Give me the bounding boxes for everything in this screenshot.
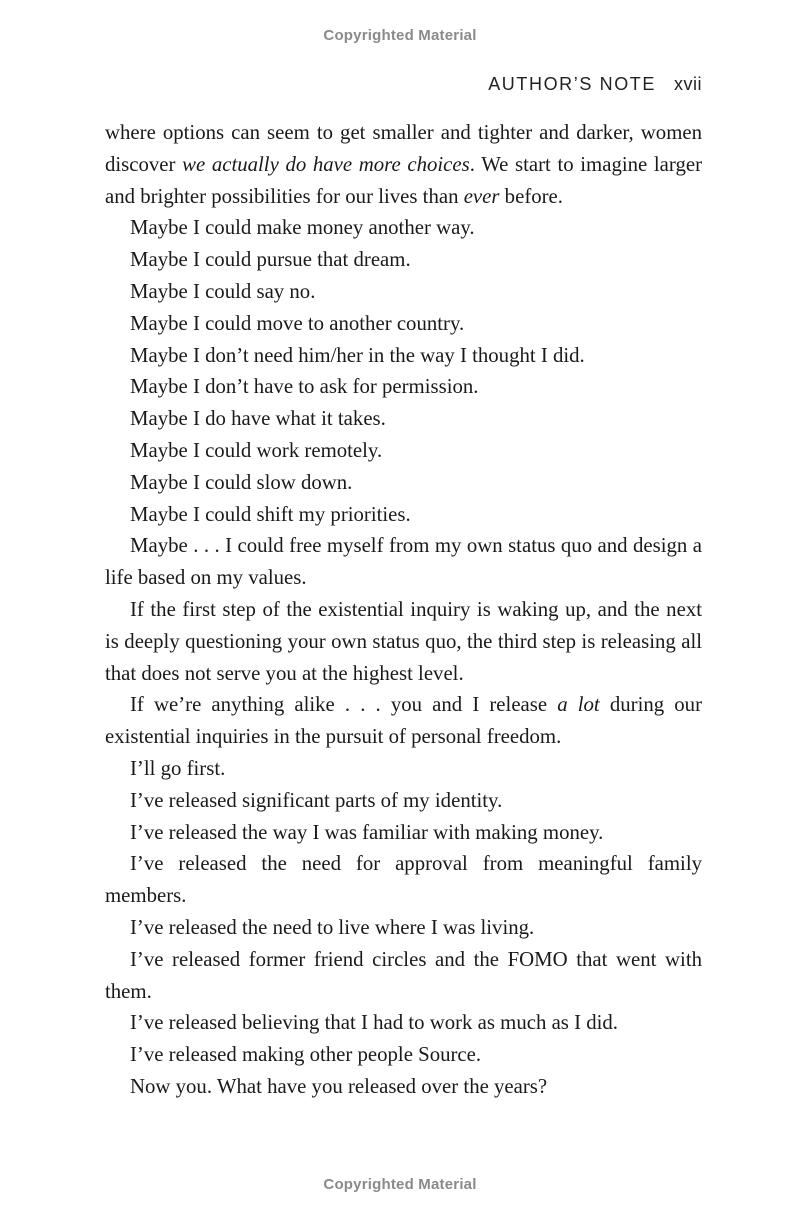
- text-run: . We start to imagine larger and brighter possibilities for our lives than: [105, 152, 702, 208]
- emphasis-text: a lot: [557, 693, 600, 717]
- maybe-line: Maybe I could shift my priorities.: [130, 502, 411, 526]
- maybe-line: Maybe I could work remotely.: [130, 438, 383, 462]
- copyright-watermark-bottom: Copyrighted Material: [323, 1176, 477, 1193]
- maybe-line: Maybe I could make money another way.: [130, 216, 475, 240]
- released-line: I’ve released former friend circles and the FOMO that went with them.: [105, 947, 702, 1003]
- released-line: I’ve released the need for approval from meaningful family members.: [105, 852, 702, 908]
- paragraph-options: [105, 117, 702, 212]
- maybe-line: Maybe I could slow down.: [130, 470, 353, 494]
- emphasis-text: ever: [463, 184, 500, 208]
- body-text: [105, 117, 702, 1103]
- page-number: xvii: [674, 74, 702, 94]
- maybe-line: Maybe . . . I could free myself from my own status quo and design a life based on my values.: [105, 534, 702, 590]
- released-line: Now you. What have you released over the years?: [130, 1074, 548, 1098]
- chapter-title: AUTHOR’S NOTE: [488, 74, 656, 94]
- text-run: If we’re anything alike . . . you and I release: [130, 693, 558, 717]
- released-line: I’ve released believing that I had to work as much as I did.: [130, 1011, 618, 1035]
- maybe-line: Maybe I do have what it takes.: [130, 407, 386, 431]
- released-line: I’ve released the way I was familiar with making money.: [130, 820, 604, 844]
- released-line: I’ll go first.: [130, 756, 226, 780]
- maybe-line: Maybe I don’t need him/her in the way I thought I did.: [130, 343, 585, 367]
- maybe-line: Maybe I don’t have to ask for permission.: [130, 375, 479, 399]
- maybe-line: Maybe I could move to another country.: [130, 311, 465, 335]
- released-line: I’ve released the need to live where I was living.: [130, 915, 535, 939]
- released-line: I’ve released making other people Source.: [130, 1043, 482, 1067]
- maybe-line: Maybe I could pursue that dream.: [130, 248, 411, 272]
- paragraph-alike: [105, 689, 702, 753]
- text-run: during our existential inquiries in the pursuit of personal freedom.: [105, 693, 702, 749]
- maybe-line: Maybe I could say no.: [130, 279, 316, 303]
- running-head: [488, 74, 702, 95]
- emphasis-text: we actually do have more choices: [182, 152, 470, 176]
- copyright-watermark-top: Copyrighted Material: [323, 27, 477, 44]
- released-line: I’ve released significant parts of my identity.: [130, 788, 503, 812]
- text-run: where options can seem to get smaller and tighter and darker, women discover: [105, 121, 702, 176]
- paragraph-steps: If the first step of the existential inquiry is waking up, and the next is deeply questioning your own status quo, the third step is releasing all that does not serve you at the highest level.: [105, 597, 702, 685]
- text-run: before.: [499, 184, 563, 208]
